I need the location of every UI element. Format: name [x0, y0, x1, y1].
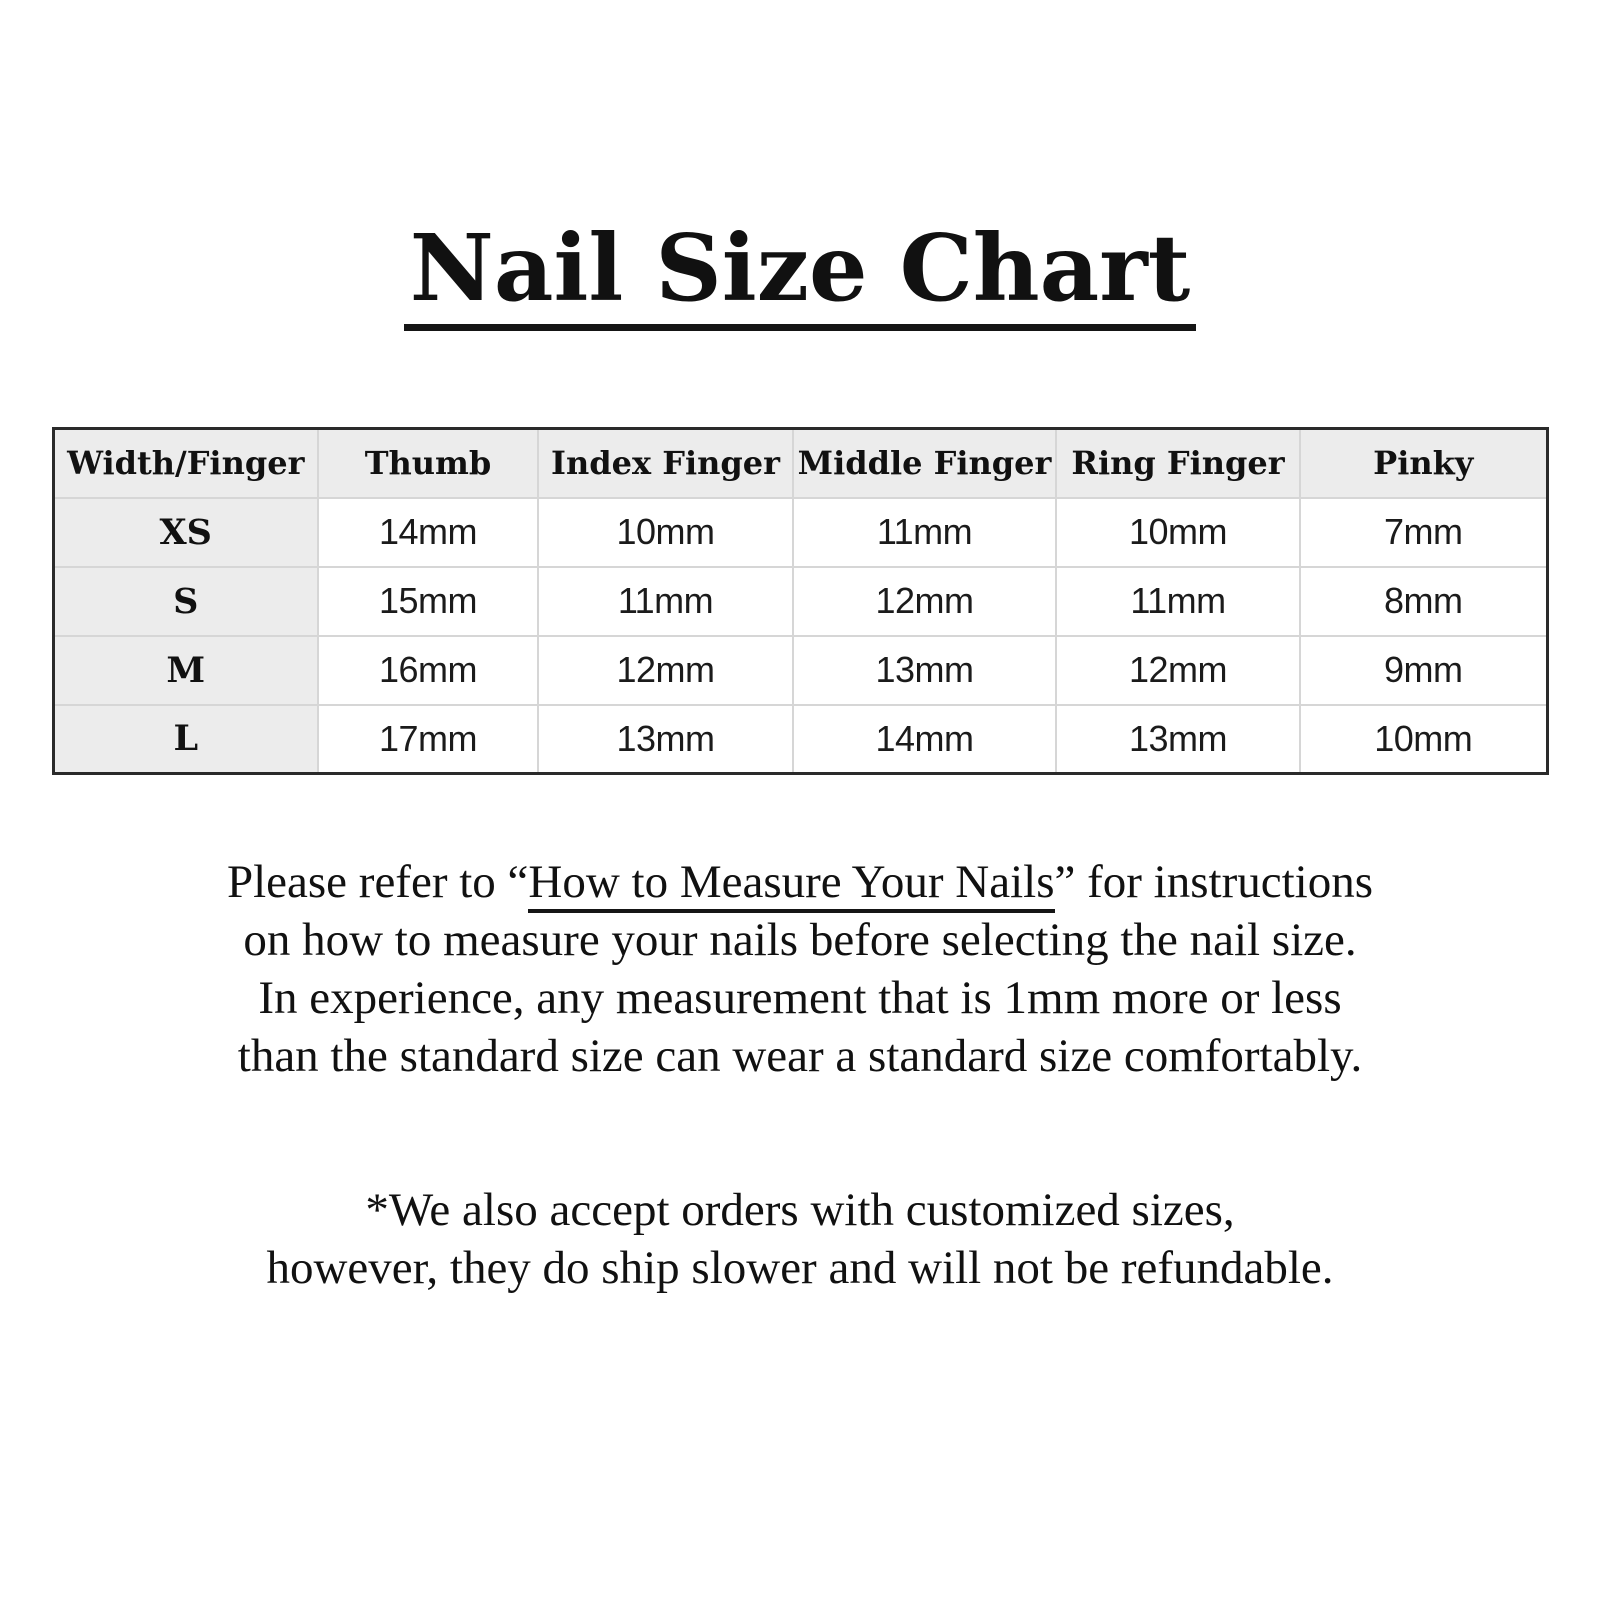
cell-m-thumb: 16mm — [318, 636, 538, 705]
table-header-row — [53, 429, 1547, 498]
cell-l-thumb: 17mm — [318, 705, 538, 774]
table-row-l — [53, 705, 1547, 774]
table-row-s — [53, 567, 1547, 636]
cell-s-ring: 11mm — [1056, 567, 1300, 636]
column-header-middle-finger: Middle Finger — [793, 429, 1056, 498]
column-header-pinky: Pinky — [1300, 429, 1547, 498]
table-row-m — [53, 636, 1547, 705]
measure-instructions-note — [0, 853, 1600, 1085]
cell-xs-pinky: 7mm — [1300, 498, 1547, 567]
cell-s-middle: 12mm — [793, 567, 1056, 636]
cell-s-index: 11mm — [538, 567, 793, 636]
cell-l-ring: 13mm — [1056, 705, 1300, 774]
cell-s-pinky: 8mm — [1300, 567, 1547, 636]
cell-xs-index: 10mm — [538, 498, 793, 567]
column-header-ring-finger: Ring Finger — [1056, 429, 1300, 498]
note-line: however, they do ship slower and will not be refundable. — [266, 1242, 1334, 1294]
page-title: Nail Size Chart — [404, 222, 1197, 331]
cell-m-pinky: 9mm — [1300, 636, 1547, 705]
row-label-xs: XS — [53, 498, 318, 567]
how-to-measure-link[interactable]: How to Measure Your Nails — [528, 856, 1054, 913]
cell-m-index: 12mm — [538, 636, 793, 705]
column-header-index-finger: Index Finger — [538, 429, 793, 498]
row-label-s: S — [53, 567, 318, 636]
cell-l-middle: 14mm — [793, 705, 1056, 774]
cell-xs-thumb: 14mm — [318, 498, 538, 567]
note-line: on how to measure your nails before selecting the nail size. — [243, 914, 1357, 966]
cell-l-pinky: 10mm — [1300, 705, 1547, 774]
note-line: *We also accept orders with customized sizes, — [365, 1184, 1235, 1236]
cell-m-middle: 13mm — [793, 636, 1056, 705]
column-header-width-finger: Width/Finger — [53, 429, 318, 498]
cell-s-thumb: 15mm — [318, 567, 538, 636]
title-section — [0, 0, 1600, 331]
note-line: Please refer to “ — [226, 856, 529, 908]
note-line: ” for instructions — [1054, 856, 1374, 908]
cell-xs-ring: 10mm — [1056, 498, 1300, 567]
nail-size-table — [52, 427, 1549, 775]
column-header-thumb: Thumb — [318, 429, 538, 498]
row-label-l: L — [53, 705, 318, 774]
custom-size-note — [0, 1181, 1600, 1297]
note-line: than the standard size can wear a standard size comfortably. — [237, 1030, 1363, 1082]
cell-m-ring: 12mm — [1056, 636, 1300, 705]
table-row-xs — [53, 498, 1547, 567]
row-label-m: M — [53, 636, 318, 705]
cell-xs-middle: 11mm — [793, 498, 1056, 567]
note-line: In experience, any measurement that is 1mm more or less — [258, 972, 1342, 1024]
cell-l-index: 13mm — [538, 705, 793, 774]
